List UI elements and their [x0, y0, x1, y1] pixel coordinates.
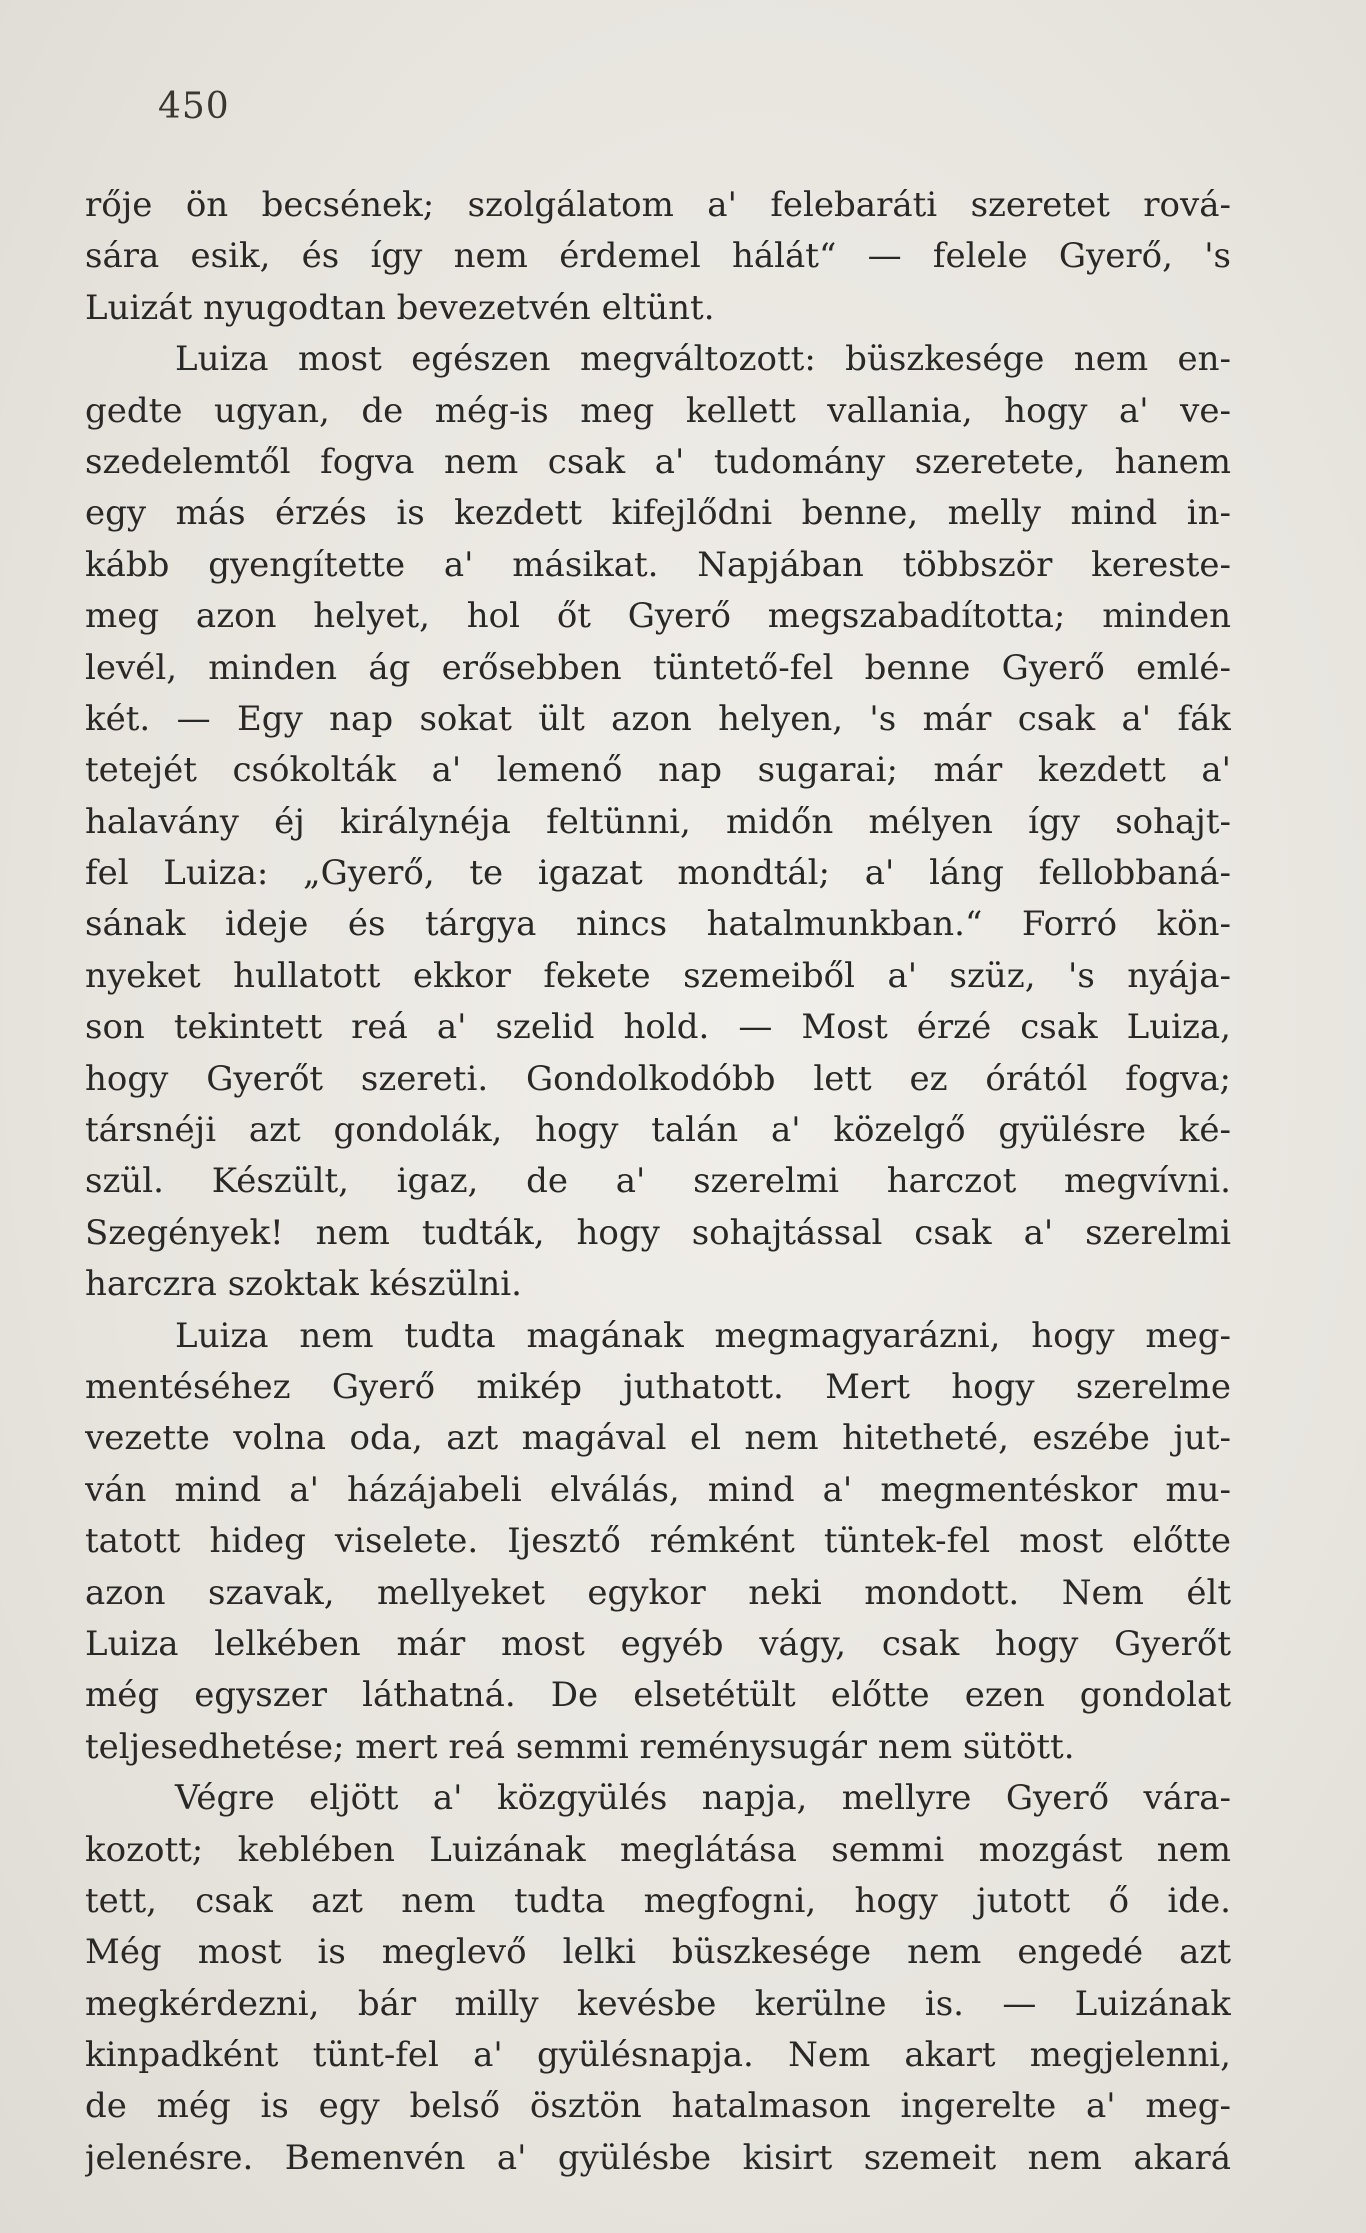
text-line: Luiza nem tudta magának megmagyarázni, hogy meg-	[175, 1315, 1231, 1356]
text-line: harczra szoktak készülni.	[85, 1264, 522, 1305]
text-line: még egyszer láthatná. De elsetétült előtte ezen gondolat	[85, 1675, 1231, 1716]
text-line: Még most is meglevő lelki büszkesége nem engedé azt	[85, 1932, 1231, 1973]
text-line: tatott hideg viselete. Ijesztő rémként tüntek-fel most előtte	[85, 1521, 1231, 1562]
text-line: Luiza lelkében már most egyéb vágy, csak hogy Gyerőt	[85, 1623, 1231, 1664]
text-line: gedte ugyan, de még-is meg kellett vallania, hogy a' ve-	[85, 390, 1231, 431]
text-line: kozott; keblében Luizának meglátása semmi mozgást nem	[85, 1829, 1231, 1870]
text-line: hogy Gyerőt szereti. Gondolkodóbb lett ez órától fogva;	[85, 1058, 1231, 1099]
text-line: son tekintett reá a' szelid hold. — Most érzé csak Luiza,	[85, 1007, 1231, 1048]
text-line: rője ön becsének; szolgálatom a' felebaráti szeretet rová-	[85, 185, 1231, 225]
text-line: egy más érzés is kezdett kifejlődni benne, melly mind in-	[85, 493, 1231, 534]
text-line: meg azon helyet, hol őt Gyerő megszabadította; minden	[85, 596, 1231, 637]
text-line: sára esik, és így nem érdemel hálát“ — felele Gyerő, 's	[85, 236, 1231, 277]
text-line: de még is egy belső ösztön hatalmason ingerelte a' meg-	[85, 2086, 1231, 2127]
text-line: sának ideje és tárgya nincs hatalmunkban.“ Forró kön-	[85, 904, 1231, 945]
text-line: teljesedhetése; mert reá semmi reménysugár nem sütött.	[85, 1726, 1075, 1767]
text-line: tett, csak azt nem tudta megfogni, hogy jutott ő ide.	[85, 1880, 1231, 1921]
text-line: kinpadként tünt-fel a' gyülésnapja. Nem akart megjelenni,	[85, 2035, 1231, 2076]
text-line: Végre eljött a' közgyülés napja, mellyre Gyerő vára-	[175, 1778, 1231, 1819]
text-line: azon szavak, mellyeket egykor neki mondott. Nem élt	[85, 1572, 1231, 1613]
text-line: halavány éj királynéja feltünni, midőn mélyen így sohajt-	[85, 801, 1231, 842]
text-line: megkérdezni, bár milly kevésbe kerülne is. — Luizának	[85, 1983, 1231, 2024]
text-line: Szegények! nem tudták, hogy sohajtással csak a' szerelmi	[85, 1212, 1231, 1253]
text-line: jelenésre. Bemenvén a' gyülésbe kisirt szemeit nem akará	[85, 2137, 1231, 2178]
text-line: tetejét csókolták a' lemenő nap sugarai; már kezdett a'	[85, 750, 1231, 791]
text-body	[85, 180, 1231, 2184]
text-line: kább gyengítette a' másikat. Napjában többször kereste-	[85, 544, 1231, 585]
text-line: levél, minden ág erősebben tüntető-fel benne Gyerő emlé-	[85, 647, 1231, 688]
text-line: szül. Készült, igaz, de a' szerelmi harczot megvívni.	[85, 1161, 1231, 1202]
text-line: két. — Egy nap sokat ült azon helyen, 's már csak a' fák	[85, 698, 1231, 739]
text-line: szedelemtől fogva nem csak a' tudomány szeretete, hanem	[85, 441, 1231, 482]
text-line: vezette volna oda, azt magával el nem hitetheté, eszébe jut-	[85, 1418, 1231, 1459]
text-line: Luizát nyugodtan bevezetvén eltünt.	[85, 287, 715, 328]
text-line: társnéji azt gondolák, hogy talán a' közelgő gyülésre ké-	[85, 1110, 1231, 1151]
text-line: ván mind a' házájabeli elválás, mind a' megmentéskor mu-	[85, 1469, 1231, 1510]
text-line: Luiza most egészen megváltozott: büszkesége nem en-	[175, 339, 1231, 380]
text-line: mentéséhez Gyerő mikép juthatott. Mert hogy szerelme	[85, 1366, 1231, 1407]
text-line: fel Luiza: „Gyerő, te igazat mondtál; a' láng fellobbaná-	[85, 853, 1231, 894]
text-line: nyeket hullatott ekkor fekete szemeiből a' szüz, 's nyája-	[85, 955, 1231, 996]
page-number: 450	[158, 86, 230, 127]
